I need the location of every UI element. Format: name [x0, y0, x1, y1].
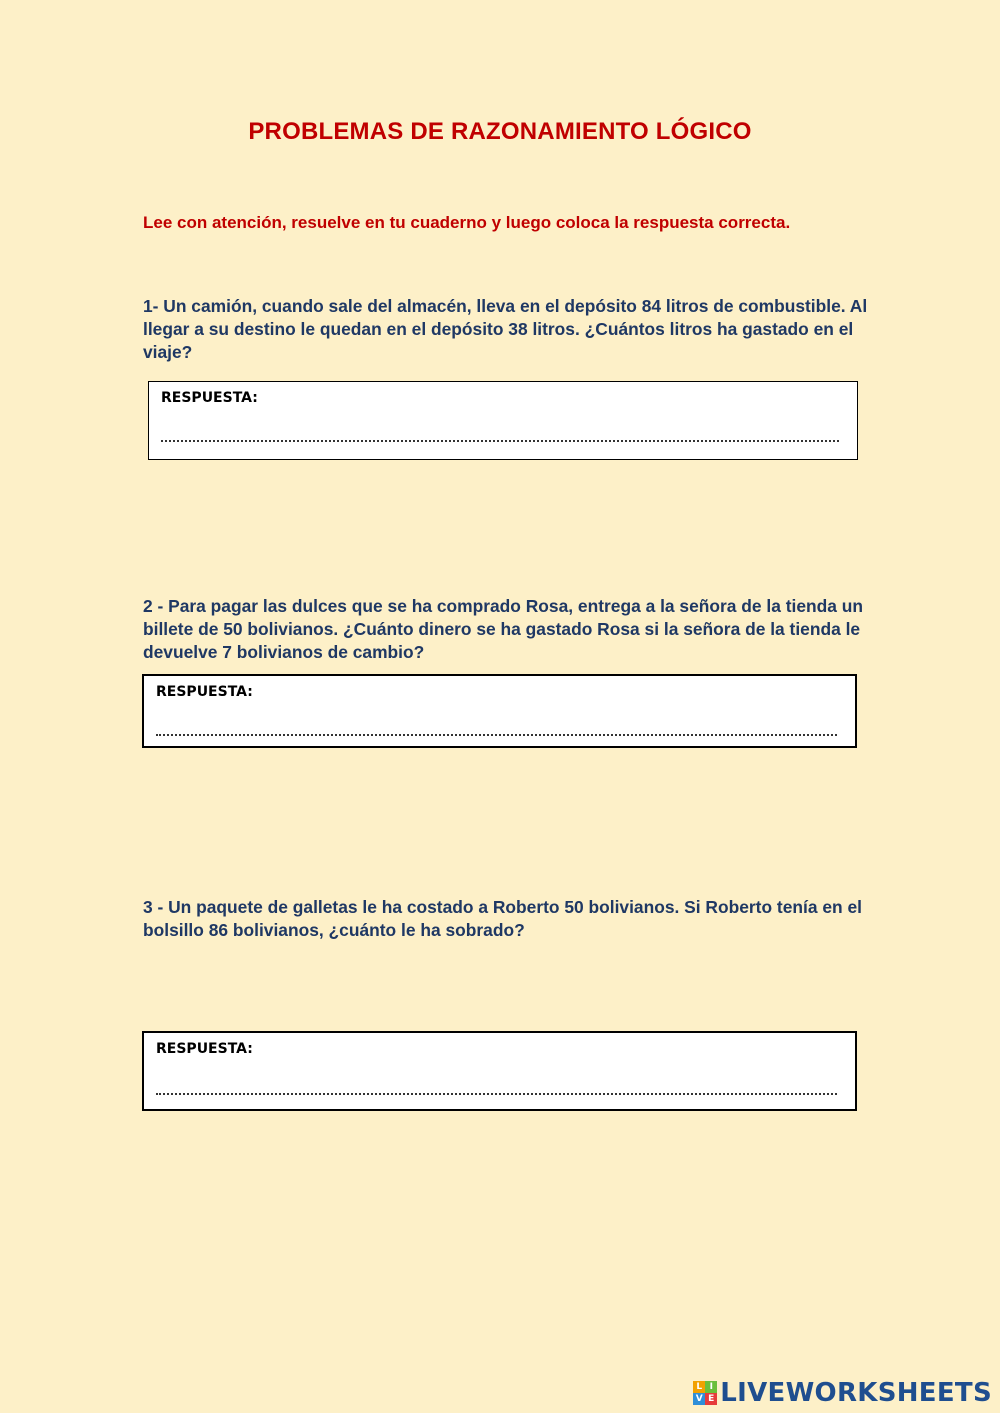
logo-letter: I: [705, 1381, 717, 1393]
brand-name: LIVEWORKSHEETS: [720, 1378, 992, 1408]
liveworksheets-brand: [693, 1378, 992, 1408]
answer-label: RESPUESTA:: [156, 684, 253, 700]
answer-dotted-line: [156, 1093, 837, 1095]
answer-box-1[interactable]: [148, 381, 858, 460]
question-3: 3 - Un paquete de galletas le ha costado a Roberto 50 bolivianos. Si Roberto tenía en el bolsillo 86 bolivianos, ¿cuánto le ha sobrado?: [143, 897, 862, 940]
logo-letter: V: [693, 1393, 705, 1405]
question-1: 1- Un camión, cuando sale del almacén, lleva en el depósito 84 litros de combustible. Al llegar a su destino le quedan en el depósito 38 litros. ¿Cuántos litros ha gastado en el viaje?: [143, 296, 868, 362]
logo-letter: L: [693, 1381, 705, 1393]
instructions: Lee con atención, resuelve en tu cuaderno y luego coloca la respuesta correcta.: [143, 213, 791, 232]
answer-box-2[interactable]: [142, 674, 857, 748]
page-title: PROBLEMAS DE RAZONAMIENTO LÓGICO: [248, 118, 752, 145]
answer-box-3[interactable]: [142, 1031, 857, 1111]
answer-label: RESPUESTA:: [161, 390, 258, 406]
answer-label: RESPUESTA:: [156, 1041, 253, 1057]
liveworksheets-logo-icon: [693, 1381, 717, 1405]
answer-dotted-line: [161, 440, 839, 442]
question-2: 2 - Para pagar las dulces que se ha comprado Rosa, entrega a la señora de la tienda un billete de 50 bolivianos. ¿Cuánto dinero se ha gastado Rosa si la señora de la tienda le devuelve 7 bolivianos de cambio?: [143, 596, 864, 662]
answer-dotted-line: [156, 734, 837, 736]
logo-letter: E: [705, 1393, 717, 1405]
